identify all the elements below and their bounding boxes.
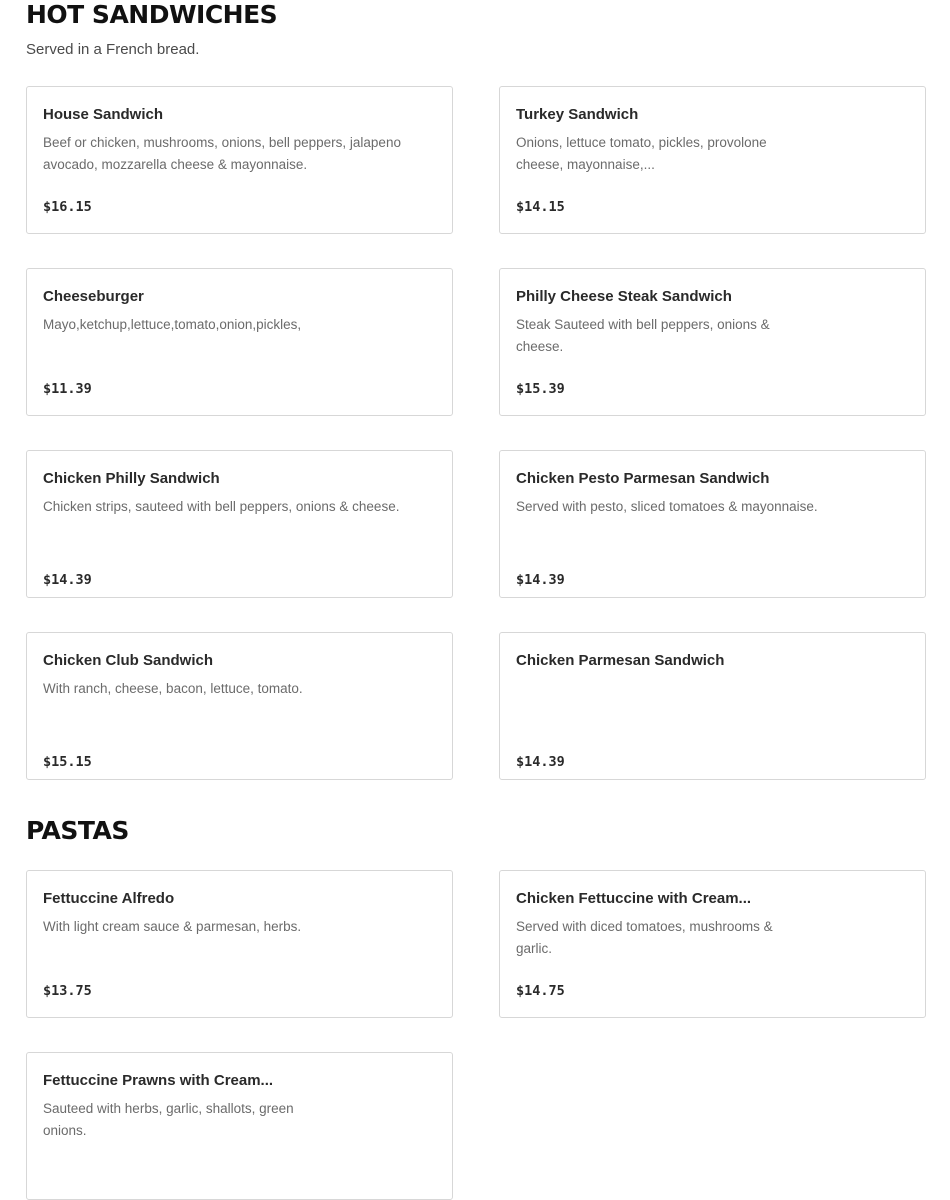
menu-item-price: $14.39	[43, 572, 92, 588]
menu-item-cheeseburger[interactable]	[26, 268, 453, 416]
menu-item-name: Cheeseburger	[43, 288, 144, 305]
menu-item-name: Chicken Parmesan Sandwich	[516, 652, 725, 669]
menu-item-chicken-fettuccine-with-cream[interactable]	[499, 870, 926, 1018]
menu-item-turkey-sandwich[interactable]	[499, 86, 926, 234]
menu-item-price: $13.75	[43, 983, 92, 999]
section-title-pastas: PASTAS	[26, 816, 129, 845]
menu-item-price: $14.39	[516, 754, 565, 770]
menu-item-description: Served with diced tomatoes, mushrooms & garlic.	[516, 919, 773, 956]
menu-item-name: Fettuccine Prawns with Cream...	[43, 1072, 274, 1089]
menu-item-name: Chicken Fettuccine with Cream...	[516, 890, 752, 907]
menu-item-price: $14.75	[516, 983, 565, 999]
menu-item-description: With ranch, cheese, bacon, lettuce, tomato.	[43, 681, 303, 696]
menu-item-description: Onions, lettuce tomato, pickles, provolone cheese, mayonnaise,...	[516, 135, 767, 172]
menu-item-description: Chicken strips, sauteed with bell peppers, onions & cheese.	[43, 499, 400, 514]
section-title-hot-sandwiches: HOT SANDWICHES	[26, 0, 278, 29]
menu-item-price: $15.39	[516, 381, 565, 397]
menu-item-chicken-parmesan-sandwich[interactable]	[499, 632, 926, 780]
menu-item-price: $14.15	[516, 199, 565, 215]
menu-item-description: Beef or chicken, mushrooms, onions, bell peppers, jalapeno avocado, mozzarella cheese & mayonnaise.	[43, 135, 401, 172]
menu-item-philly-cheese-steak-sandwich[interactable]	[499, 268, 926, 416]
menu-item-fettuccine-alfredo[interactable]	[26, 870, 453, 1018]
menu-item-name: Fettuccine Alfredo	[43, 890, 175, 907]
section-subtitle-hot-sandwiches: Served in a French bread.	[26, 41, 200, 58]
menu-item-name: House Sandwich	[43, 106, 164, 123]
menu-item-name: Chicken Philly Sandwich	[43, 470, 220, 487]
menu-item-house-sandwich[interactable]	[26, 86, 453, 234]
menu-item-name: Turkey Sandwich	[516, 106, 639, 123]
menu-item-description: With light cream sauce & parmesan, herbs.	[43, 919, 302, 934]
menu-item-price: $11.39	[43, 381, 92, 397]
menu-item-price: $14.39	[516, 572, 565, 588]
menu-item-name: Chicken Club Sandwich	[43, 652, 214, 669]
menu-item-chicken-club-sandwich[interactable]	[26, 632, 453, 780]
menu-item-description: Sauteed with herbs, garlic, shallots, green onions.	[43, 1101, 294, 1138]
menu-item-description: Steak Sauteed with bell peppers, onions & cheese.	[516, 317, 770, 354]
menu-item-description: Served with pesto, sliced tomatoes & mayonnaise.	[516, 499, 818, 514]
menu-item-fettuccine-prawns-with-cream[interactable]	[26, 1052, 453, 1200]
menu-item-description: Mayo,ketchup,lettuce,tomato,onion,pickles,	[43, 317, 302, 332]
menu-item-price: $15.15	[43, 754, 92, 770]
menu-item-name: Chicken Pesto Parmesan Sandwich	[516, 470, 770, 487]
menu-item-chicken-philly-sandwich[interactable]	[26, 450, 453, 598]
menu-item-chicken-pesto-parmesan-sandwich[interactable]	[499, 450, 926, 598]
menu-item-price: $16.15	[43, 199, 92, 215]
menu-item-name: Philly Cheese Steak Sandwich	[516, 288, 732, 305]
